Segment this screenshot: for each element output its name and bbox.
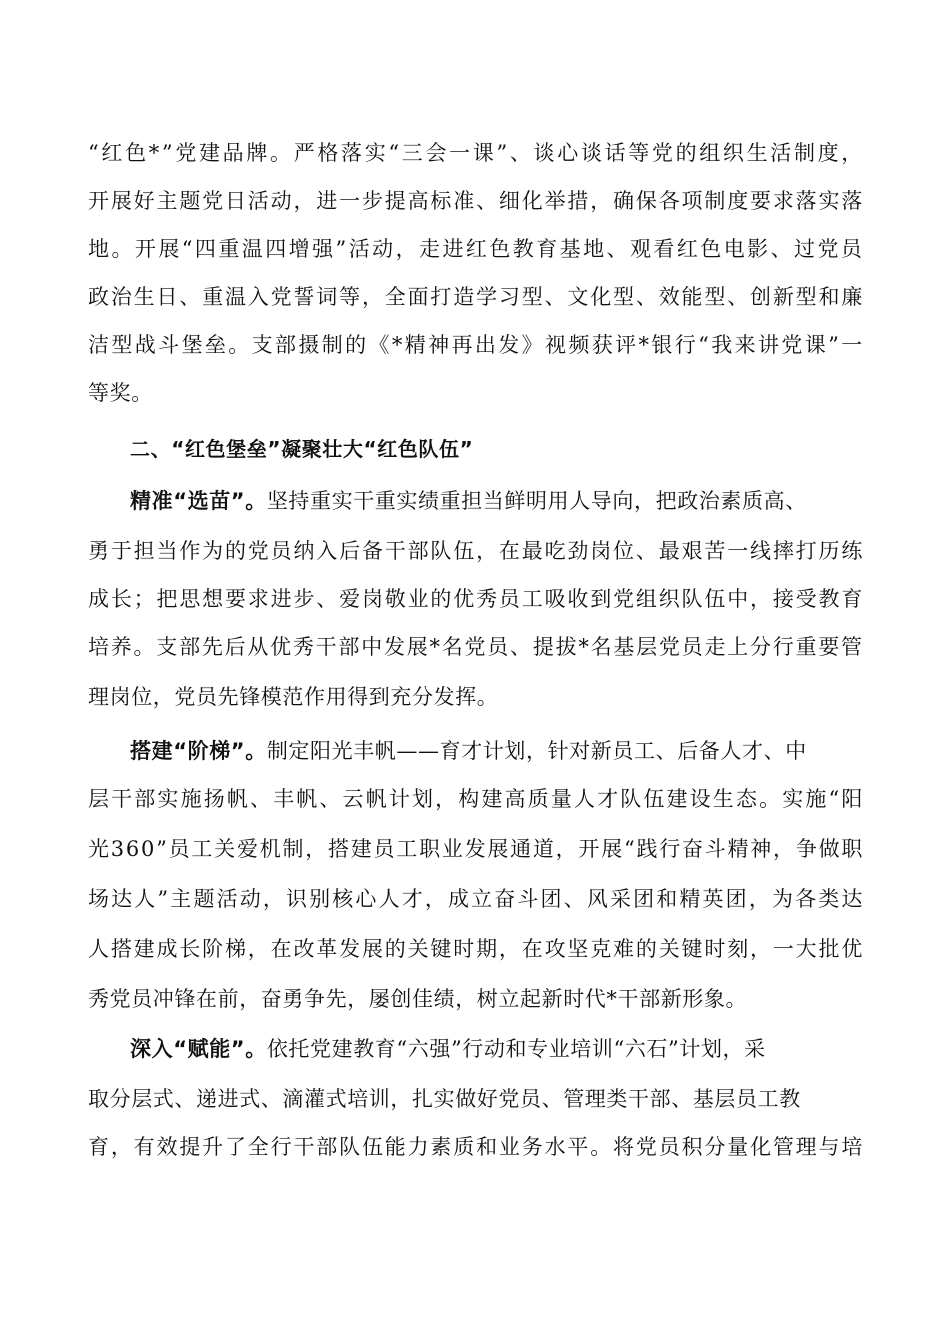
- para3-line-6: 秀党员冲锋在前，奋勇争先，屡创佳绩，树立起新时代*干部新形象。: [88, 987, 748, 1011]
- para4-line-3: 育 ， 有 效 提 升 了 全 行 干 部 队 伍 能 力 素 质 和 业 务 水 平 。 将 党 员 积 分 量 化 管 理 与 培: [88, 1135, 863, 1159]
- para3-lead: 搭建“阶梯”。: [130, 739, 267, 763]
- para1-line-4: 政 治 生 日 、 重 温 入 党 誓 词 等 ， 全 面 打 造 学 习 型 、 文 化 型 、 效 能 型 、 创 新 型 和 廉: [88, 285, 863, 309]
- para2-lead: 精准“选苗”。: [130, 489, 267, 513]
- para3-line-5: 人 搭 建 成 长 阶 梯 ， 在 改 革 发 展 的 关 键 时 期 ， 在 攻 坚 克 难 的 关 键 时 刻 ， 一 大 批 优: [88, 937, 863, 961]
- para1-line-1: “ 红 色 * ” 党 建 品 牌 。 严 格 落 实 “ 三 会 一 课 ” 、 谈 心 谈 话 等 党 的 组 织 生 活 制 度 ，: [88, 141, 863, 165]
- para4-lead: 深入“赋能”。: [130, 1037, 267, 1061]
- para2-line-5: 理岗位，党员先锋模范作用得到充分发挥。: [88, 685, 499, 709]
- para4-first-line: [130, 1036, 863, 1062]
- para1-line-2: 开 展 好 主 题 党 日 活 动 ， 进 一 步 提 高 标 准 、 细 化 举 措 ， 确 保 各 项 制 度 要 求 落 实 落: [88, 189, 863, 213]
- para2-first-rest: 坚持重实干重实绩重担当鲜明用人导向，把政治素质高、: [266, 489, 807, 513]
- para2-line-2: 勇 于 担 当 作 为 的 党 员 纳 入 后 备 干 部 队 伍 ， 在 最 吃 劲 岗 位 、 最 艰 苦 一 线 摔 打 历 练: [88, 539, 863, 563]
- para4-first-rest: 依托党建教育“六强”行动和专业培训“六石”计划，采: [266, 1037, 766, 1061]
- para2-first-line: [130, 488, 863, 514]
- para1-line-6: 等奖。: [88, 381, 153, 405]
- para3-first-rest: 制定阳光丰帆——育才计划，针对新员工、后备人才、中: [266, 739, 807, 763]
- para3-first-line: [130, 738, 863, 764]
- para4-line-2: 取分层式、递进式、滴灌式培训，扎实做好党员、管理类干部、基层员工教: [88, 1087, 801, 1111]
- section-heading: 二、“红色堡垒”凝聚壮大“红色队伍”: [130, 437, 474, 461]
- para2-line-4: 培 养 。 支 部 先 后 从 优 秀 干 部 中 发 展 * 名 党 员 、 提 拔 * 名 基 层 党 员 走 上 分 行 重 要 管: [88, 635, 863, 659]
- para1-line-3: 地 。 开 展 “ 四 重 温 四 增 强 ” 活 动 ， 走 进 红 色 教 育 基 地 、 观 看 红 色 电 影 、 过 党 员: [88, 237, 863, 261]
- para3-line-2: 层 干 部 实 施 扬 帆 、 丰 帆 、 云 帆 计 划 ， 构 建 高 质 量 人 才 队 伍 建 设 生 态 。 实 施 “ 阳: [88, 787, 863, 811]
- para3-line-3: 光 3 6 0 ” 员 工 关 爱 机 制 ， 搭 建 员 工 职 业 发 展 通 道 ， 开 展 “ 践 行 奋 斗 精 神 ， 争 做 职: [88, 837, 863, 861]
- para2-line-3: 成 长 ； 把 思 想 要 求 进 步 、 爱 岗 敬 业 的 优 秀 员 工 吸 收 到 党 组 织 队 伍 中 ， 接 受 教 育: [88, 587, 863, 611]
- para3-line-4: 场 达 人 ” 主 题 活 动 ， 识 别 核 心 人 才 ， 成 立 奋 斗 团 、 风 采 团 和 精 英 团 ， 为 各 类 达: [88, 887, 863, 911]
- para1-line-5: 洁 型 战 斗 堡 垒 。 支 部 摄 制 的 《 * 精 神 再 出 发 》 视 频 获 评 * 银 行 “ 我 来 讲 党 课 ” 一: [88, 333, 863, 357]
